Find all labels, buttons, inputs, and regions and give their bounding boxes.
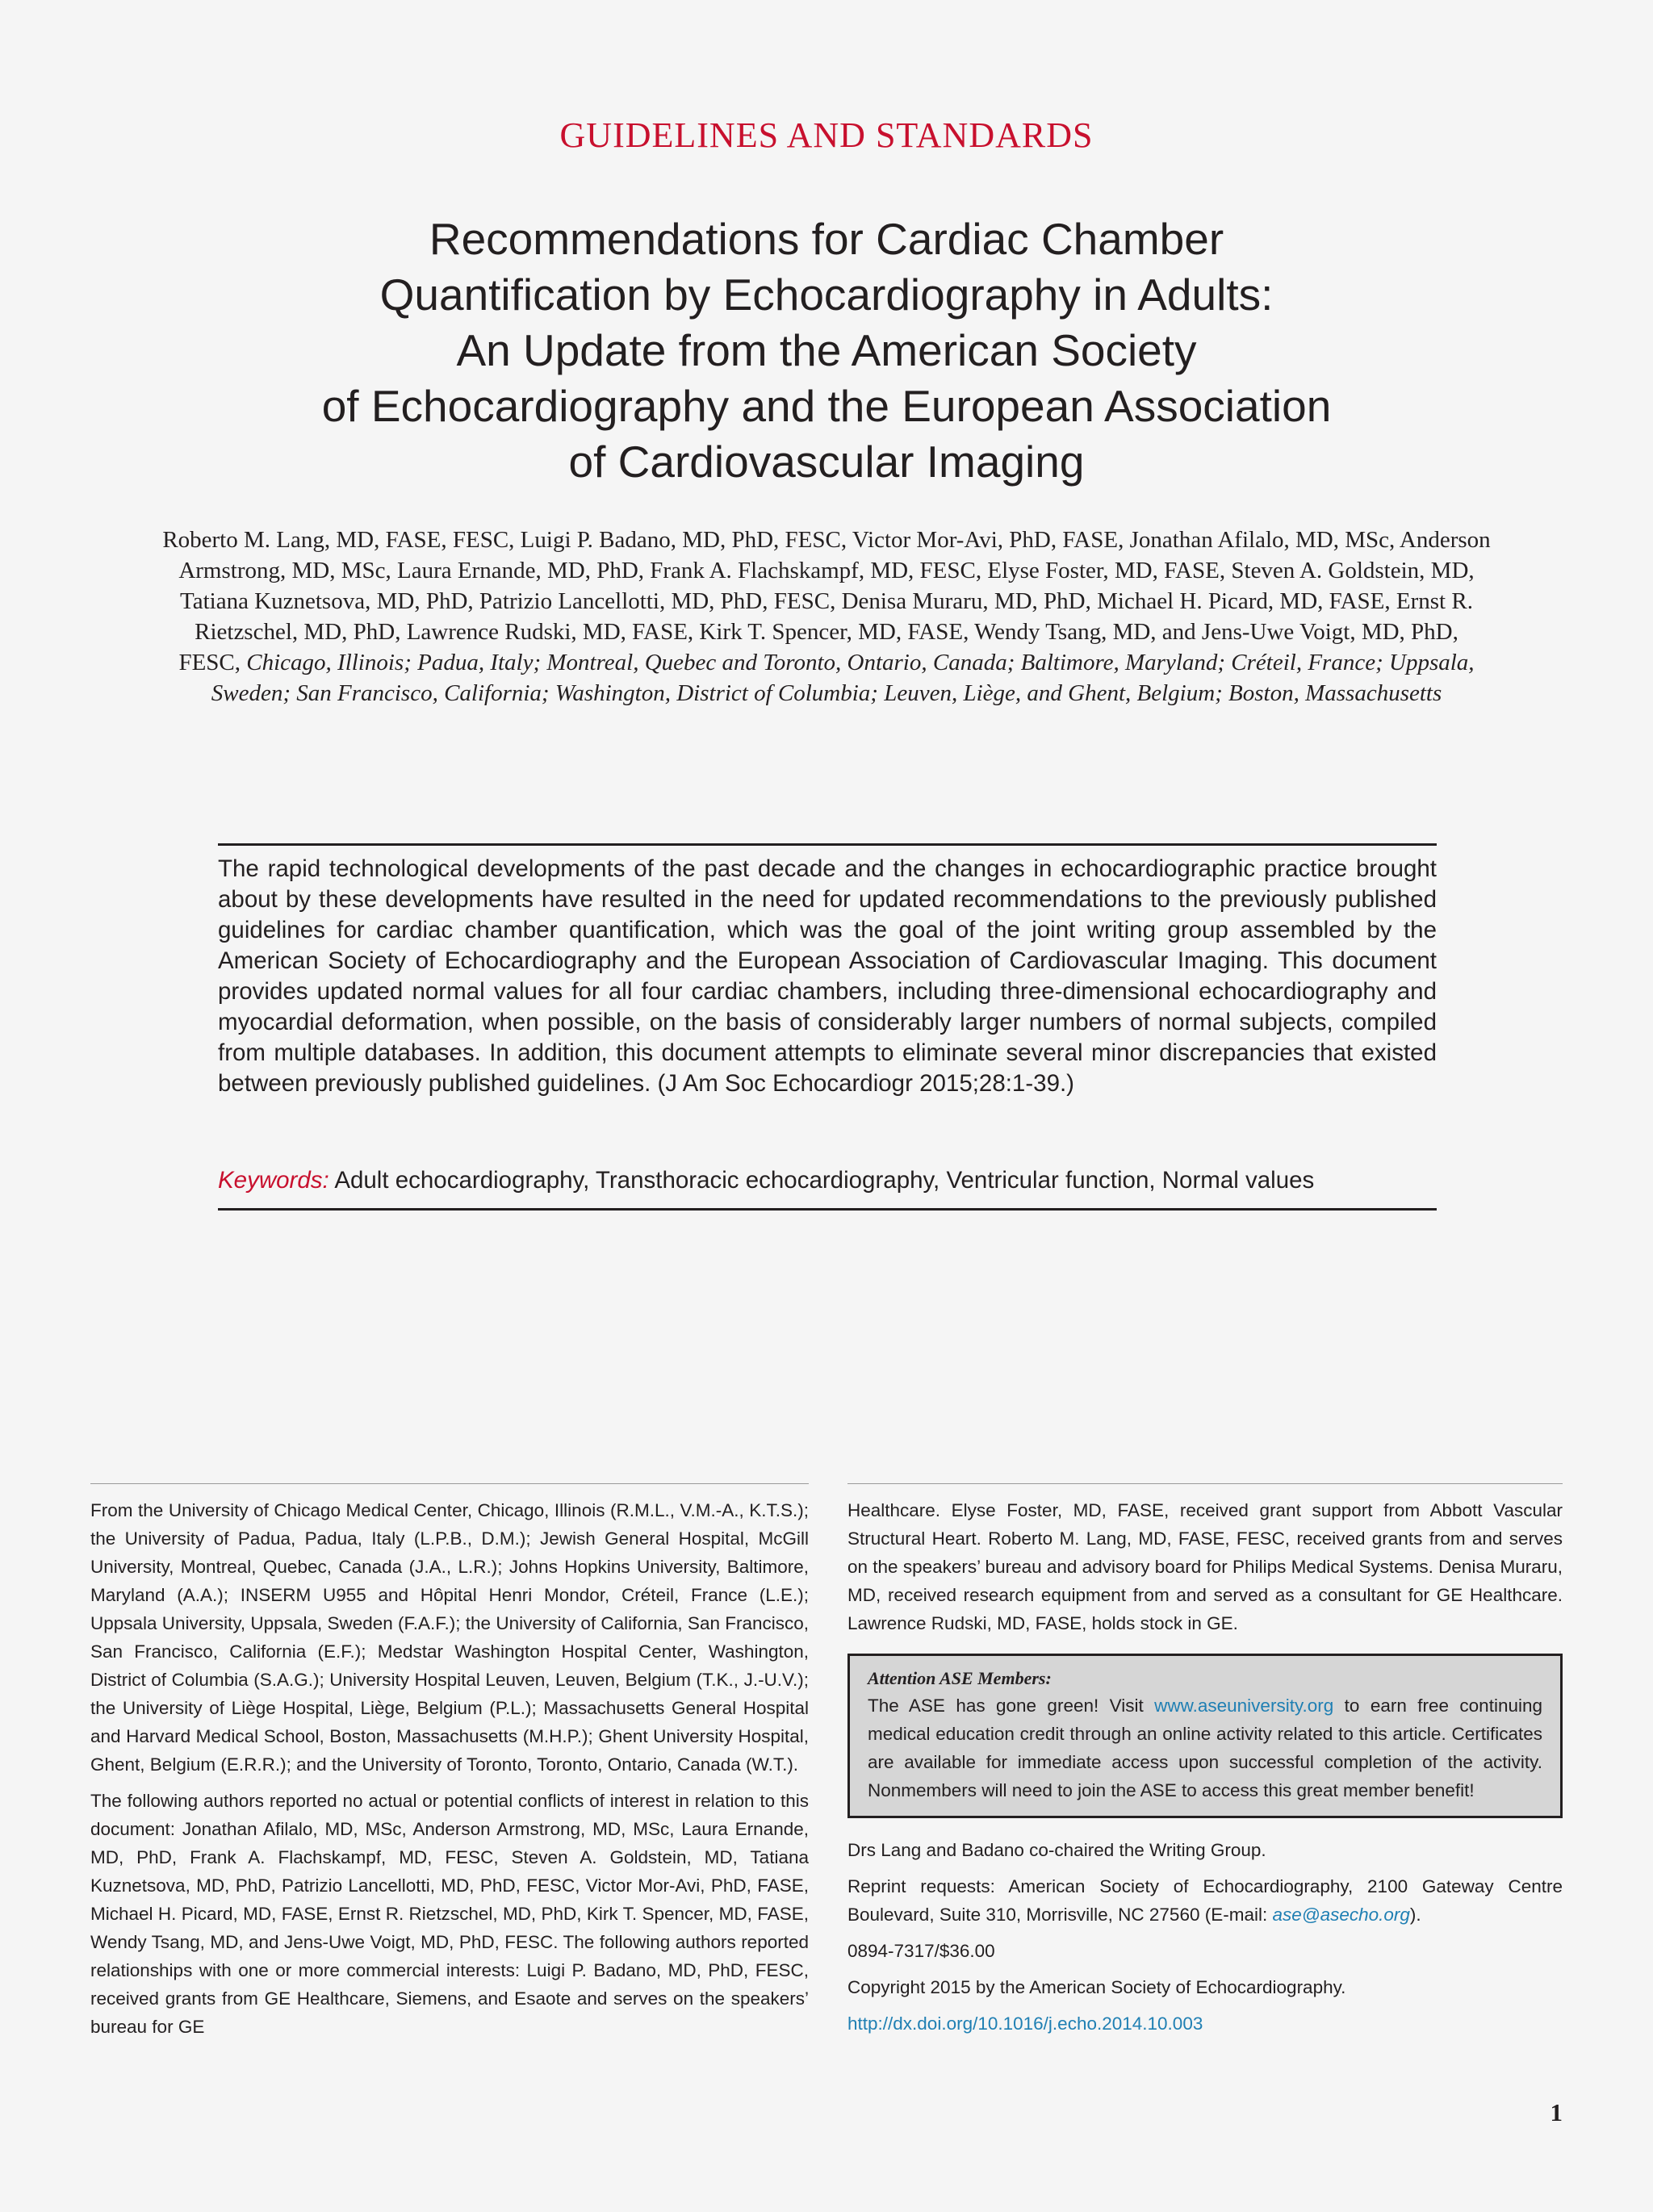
keywords-label: Keywords: <box>218 1167 329 1194</box>
footnotes-left-column <box>90 1496 809 2049</box>
ase-box-body <box>868 1691 1542 1804</box>
section-label: GUIDELINES AND STANDARDS <box>559 115 1094 155</box>
title-line: of Cardiovascular Imaging <box>568 437 1085 487</box>
reprint-requests <box>847 1872 1563 1929</box>
aseuniversity-link[interactable]: www.aseuniversity.org <box>1154 1696 1334 1716</box>
conflicts-continued: Healthcare. Elyse Foster, MD, FASE, received grant support from Abbott Vascular Structural Heart. Roberto M. Lang, MD, FASE, FESC, received grants from and serves on the speakers’ bureau and advisory board for Philips Medical Systems. Denisa Muraru, MD, received research equipment from and served as a consultant for GE Healthcare. Lawrence Rudski, MD, FASE, holds stock in GE. <box>847 1500 1563 1633</box>
title-line: Recommendations for Cardiac Chamber <box>429 214 1224 264</box>
title-line: An Update from the American Society <box>456 325 1197 375</box>
abstract-bottom-rule <box>218 1208 1437 1211</box>
title-line: Quantification by Echocardiography in Adults: <box>379 270 1274 320</box>
article-title <box>181 211 1472 490</box>
author-affiliations: Chicago, Illinois; Padua, Italy; Montreal, Quebec and Toronto, Ontario, Canada; Baltimore, Maryland; Créteil, France; Uppsala, Sweden; San Francisco, California; Washington, District of Columbia; Leuven, Liège, and Ghent, Belgium; Boston, Massachusetts <box>211 650 1475 706</box>
issn-price: 0894-7317/$36.00 <box>847 1941 995 1961</box>
ase-box-text-after: to earn free continuing medical education credit through an online activity related to this article. Certificates are available for immediate access upon successful completion of the activity. Nonmembers will need to join the ASE to access this great member benefit! <box>868 1696 1542 1800</box>
page-number: 1 <box>1550 2098 1563 2126</box>
abstract-top-rule <box>218 843 1437 846</box>
ase-box-title: Attention ASE Members: <box>868 1668 1052 1688</box>
reprint-text-end: ). <box>1409 1905 1421 1925</box>
ase-members-box <box>847 1654 1563 1818</box>
author-names: Roberto M. Lang, MD, FASE, FESC, Luigi P. Badano, MD, PhD, FESC, Victor Mor-Avi, PhD, FASE, Jonathan Afilalo, MD, MSc, Anderson Armstrong, MD, MSc, Laura Ernande, MD, PhD, Frank A. Flachskampf, MD, FESC, Elyse Foster, MD, FASE, Steven A. Goldstein, MD, Tatiana Kuznetsova, MD, PhD, Patrizio Lancellotti, MD, PhD, FESC, Denisa Muraru, MD, PhD, Michael H. Picard, MD, FASE, Ernst R. Rietzschel, MD, PhD, Lawrence Rudski, MD, FASE, Kirk T. Spencer, MD, FASE, Wendy Tsang, MD, and Jens-Uwe Voigt, MD, PhD, FESC, <box>162 527 1491 675</box>
cochairs-note: Drs Lang and Badano co-chaired the Writing Group. <box>847 1840 1266 1860</box>
keywords <box>218 1165 1437 1196</box>
abstract: The rapid technological developments of the past decade and the changes in echocardiographic practice brought about by these developments have resulted in the need for updated recommendations to the previously published guidelines for cardiac chamber quantification, which was the goal of the joint writing group assembled by the American Society of Echocardiography and the European Association of Cardiovascular Imaging. This document provides updated normal values for all four cardiac chambers, including three-dimensional echocardiography and myocardial deformation, when possible, on the basis of considerably larger numbers of normal subjects, compiled from multiple databases. In addition, this document attempts to eliminate several minor discrepancies that existed between previously published guidelines. (J Am Soc Echocardiogr 2015;28:1-39.) <box>218 855 1437 1097</box>
footnotes-right-column <box>847 1496 1563 2046</box>
title-line: of Echocardiography and the European Association <box>321 381 1332 431</box>
conflicts-footnote: The following authors reported no actual or potential conflicts of interest in relation to this document: Jonathan Afilalo, MD, MSc, Anderson Armstrong, MD, MSc, Laura Ernande, MD, PhD, Frank A. Flachskampf, MD, FESC, Steven A. Goldstein, MD, Tatiana Kuznetsova, MD, PhD, Patrizio Lancellotti, MD, PhD, FESC, Victor Mor-Avi, PhD, FASE, Michael H. Picard, MD, FASE, Ernst R. Rietzschel, MD, PhD, Kirk T. Spencer, MD, FASE, Wendy Tsang, MD, and Jens-Uwe Voigt, MD, PhD, FESC. The following authors reported relationships with one or more commercial interests: Luigi P. Badano, MD, PhD, FESC, received grants from GE Healthcare, Siemens, and Esaote and serves on the speakers’ bureau for GE <box>90 1791 809 2037</box>
copyright-notice: Copyright 2015 by the American Society of Echocardiography. <box>847 1977 1346 1997</box>
doi-link[interactable]: http://dx.doi.org/10.1016/j.echo.2014.10.003 <box>847 2013 1203 2034</box>
right-footnote-rule <box>847 1483 1563 1484</box>
reprint-email-link[interactable]: ase@asecho.org <box>1272 1905 1410 1925</box>
left-footnote-rule <box>90 1483 809 1484</box>
ase-box-text-before: The ASE has gone green! Visit <box>868 1696 1155 1716</box>
reprint-text: Reprint requests: American Society of Echocardiography, 2100 Gateway Centre Boulevard, Suite 310, Morrisville, NC 27560 (E-mail: <box>847 1876 1563 1925</box>
keywords-text: Adult echocardiography, Transthoracic echocardiography, Ventricular function, Normal values <box>334 1167 1315 1194</box>
author-list <box>161 525 1492 709</box>
doi-line <box>847 2009 1563 2038</box>
institutions-footnote: From the University of Chicago Medical Center, Chicago, Illinois (R.M.L., V.M.-A., K.T.S.); the University of Padua, Padua, Italy (L.P.B., D.M.); Jewish General Hospital, McGill University, Montreal, Quebec, Canada (J.A., L.R.); Johns Hopkins University, Baltimore, Maryland (A.A.); INSERM U955 and Hôpital Henri Mondor, Créteil, France (L.E.); Uppsala University, Uppsala, Sweden (F.A.F.); the University of California, San Francisco, San Francisco, California (E.F.); Medstar Washington Hospital Center, Washington, District of Columbia (S.A.G.); University Hospital Leuven, Leuven, Belgium (T.K., J.-U.V.); the University of Liège Hospital, Liège, Belgium (P.L.); Massachusetts General Hospital and Harvard Medical School, Boston, Massachusetts (M.H.P.); Ghent University Hospital, Ghent, Belgium (E.R.R.); and the University of Toronto, Toronto, Ontario, Canada (W.T.). <box>90 1500 809 1775</box>
